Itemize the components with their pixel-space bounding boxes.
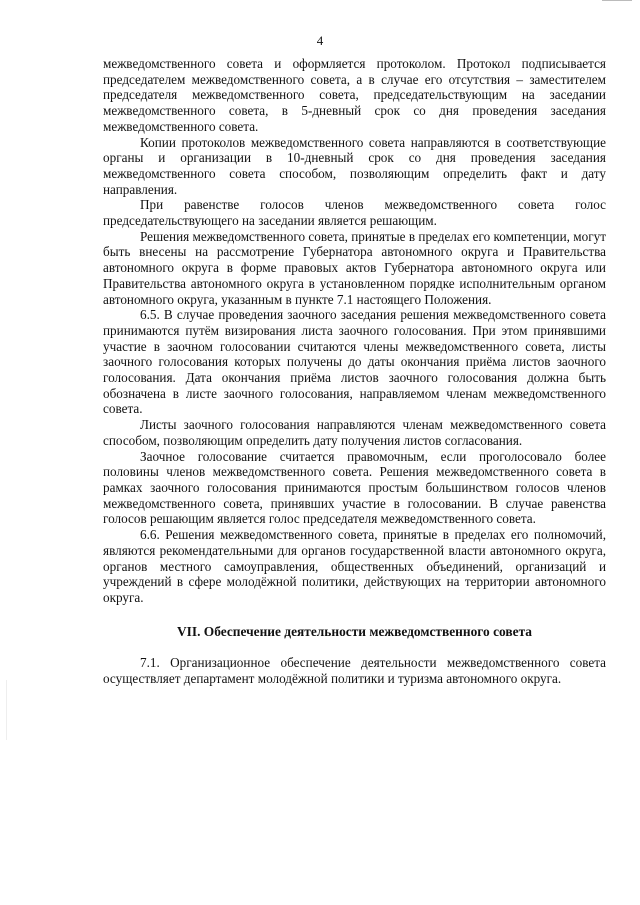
paragraph-7-1: 7.1. Организационное обеспечение деятельности межведомственного совета осуществляет департамент молодёжной политики и туризма автономного округа. [103,655,606,687]
paragraph: При равенстве голосов членов межведомственного совета голос председательствующего на заседании является решающим. [103,197,606,229]
paragraph: Решения межведомственного совета, принятые в пределах его компетенции, могут быть внесены на рассмотрение Губернатора автономного округа и Правительства автономного округа в форме правовых актов Губернатора автономного округа или Правительства автономного округа в установленном порядке исполнительным органом автономного округа, указанным в пункте 7.1 настоящего Положения. [103,228,606,307]
paragraph-6-5: 6.5. В случае проведения заочного заседания решения межведомственного совета принимаются путём визирования листа заочного голосования. При этом принявшими участие в заочном голосовании считаются члены межведомственного совета, листы заочного голосования которых получены до даты окончания приёма листов заочного голосования. Дата окончания приёма листов заочного голосования должна быть обозначена в листе заочного голосования, направляемом членам межведомственного совета. [103,307,606,417]
section-heading: VII. Обеспечение деятельности межведомственного совета [176,623,533,639]
page-number: 4 [316,33,324,48]
paragraph: Заочное голосование считается правомочным, если проголосовало более половины членов межведомственного совета. Решения межведомственного совета в рамках заочного голосования принимаются простым большинством голосов членов межведомственного совета, принявших участие в голосовании. В случае равенства голосов решающим является голос председателя межведомственного совета. [103,448,606,527]
paragraph: Листы заочного голосования направляются членам межведомственного совета способом, позволяющим определить дату получения листов согласования. [103,417,606,448]
paragraph: Копии протоколов межведомственного совета направляются в соответствующие органы и организации в 10-дневный срок со дня проведения заседания межведомственного совета способом, позволяющим определить факт и дату направления. [103,134,606,197]
scan-edge-line [6,680,7,740]
paragraph-continuation: межведомственного совета и оформляется протоколом. Протокол подписывается председателем межведомственного совета, а в случае его отсутствия – заместителем председателя межведомственного совета, председательствующим на заседании межведомственного совета, в 5-дневный срок со дня проведения заседания межведомственного совета. [103,56,606,134]
scan-mark [602,0,632,4]
paragraph-6-6: 6.6. Решения межведомственного совета, принятые в пределах его полномочий, являются рекомендательными для органов государственной власти автономного округа, органов местного самоуправления, общественных объединений, организаций и учреждений в сфере молодёжной политики, действующих на территории автономного округа. [103,527,606,605]
document-body [103,56,606,687]
